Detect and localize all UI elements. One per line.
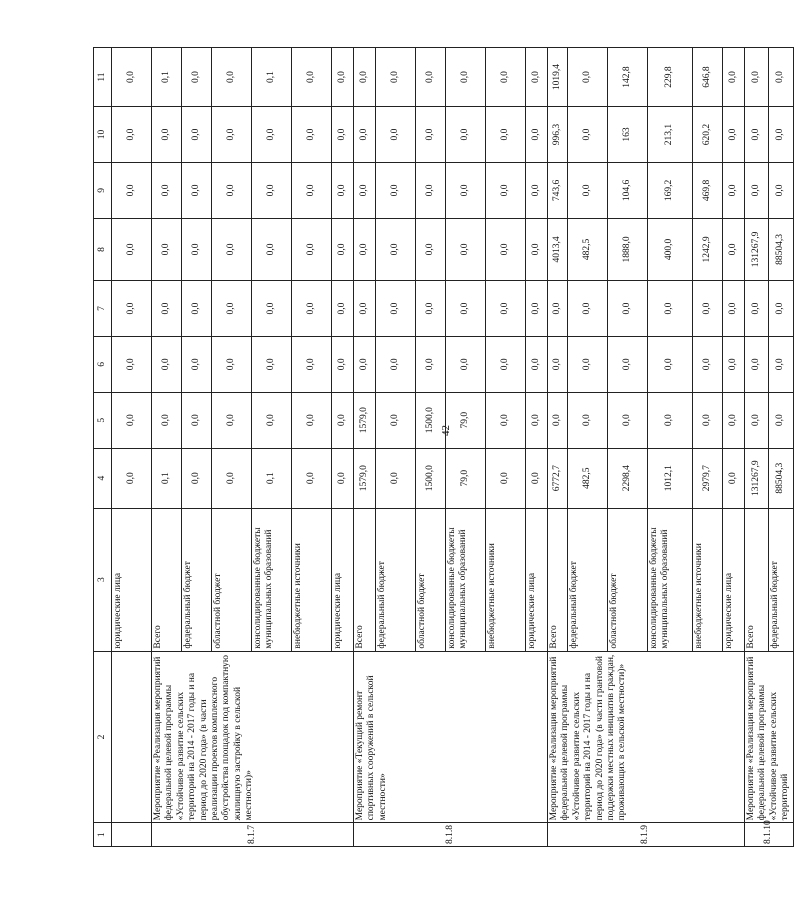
table-row	[152, 48, 182, 847]
value-cell: 0,0	[376, 281, 416, 337]
value-cell: 79,0	[446, 392, 486, 448]
value-cell: 0,0	[376, 336, 416, 392]
value-cell: 0,0	[486, 281, 526, 337]
item-name: Мероприятие «Реализация мероприятий федеральной целевой программы «Устойчивое развитие сельских территорий на 2014 - 2017 годы и на период до 2020 года» (в части реализации проектов комплексного обустройства площадок под компактную жилищную застройку в сельской местности)»	[152, 651, 354, 823]
value-cell: 0,0	[212, 218, 252, 280]
header-cell: 4	[94, 448, 112, 508]
value-cell: 0,0	[446, 336, 486, 392]
value-cell: 0,0	[376, 162, 416, 218]
value-cell: 0,0	[182, 162, 212, 218]
value-cell: 6772,7	[548, 448, 568, 508]
funding-source: областной бюджет	[212, 508, 252, 651]
value-cell: 0,0	[152, 107, 182, 163]
value-cell: 0,0	[568, 107, 608, 163]
value-cell: 0,0	[548, 281, 568, 337]
value-cell: 0,0	[769, 107, 793, 163]
value-cell: 0,0	[486, 448, 526, 508]
header-cell: 1	[94, 823, 112, 847]
value-cell: 0,0	[332, 218, 354, 280]
funding-source: юридические лица	[723, 508, 745, 651]
value-cell: 0,0	[112, 448, 152, 508]
value-cell: 0,0	[252, 162, 292, 218]
value-cell: 0,1	[152, 48, 182, 107]
value-cell: 0,0	[354, 218, 376, 280]
value-cell: 1579,0	[354, 448, 376, 508]
funding-source: внебюджетные источники	[693, 508, 723, 651]
value-cell: 0,0	[354, 107, 376, 163]
funding-source: Всего	[745, 508, 769, 651]
value-cell: 4013,4	[548, 218, 568, 280]
header-cell: 5	[94, 392, 112, 448]
value-cell: 0,0	[182, 281, 212, 337]
value-cell: 0,0	[112, 218, 152, 280]
value-cell: 0,0	[446, 162, 486, 218]
funding-source: федеральный бюджет	[769, 508, 793, 651]
value-cell: 469,8	[693, 162, 723, 218]
funding-source: юридические лица	[112, 508, 152, 651]
value-cell: 0,0	[332, 336, 354, 392]
value-cell: 0,0	[526, 281, 548, 337]
value-cell: 0,0	[745, 281, 769, 337]
header-cell: 9	[94, 162, 112, 218]
value-cell: 0,0	[648, 336, 693, 392]
value-cell: 482,5	[568, 218, 608, 280]
item-code: 8.1.10	[745, 823, 794, 847]
funding-source: консолидированные бюджеты муниципальных образований	[446, 508, 486, 651]
value-cell: 0,0	[769, 336, 793, 392]
value-cell: 0,0	[723, 218, 745, 280]
value-cell: 0,1	[252, 48, 292, 107]
funding-source: консолидированные бюджеты муниципальных образований	[648, 508, 693, 651]
value-cell: 131267,9	[745, 448, 769, 508]
value-cell: 163	[608, 107, 648, 163]
value-cell: 0,0	[486, 48, 526, 107]
funding-source: Всего	[152, 508, 182, 651]
value-cell: 0,0	[526, 107, 548, 163]
value-cell: 0,0	[723, 392, 745, 448]
value-cell: 0,0	[723, 162, 745, 218]
budget-table	[93, 47, 794, 847]
value-cell: 0,0	[446, 48, 486, 107]
value-cell: 1012,1	[648, 448, 693, 508]
value-cell: 0,0	[526, 48, 548, 107]
value-cell: 131267,9	[745, 218, 769, 280]
value-cell: 169,2	[648, 162, 693, 218]
funding-source: Всего	[548, 508, 568, 651]
header-cell: 2	[94, 651, 112, 823]
value-cell: 0,0	[212, 448, 252, 508]
value-cell: 0,0	[745, 392, 769, 448]
header-cell: 6	[94, 336, 112, 392]
value-cell: 0,0	[723, 448, 745, 508]
value-cell: 0,0	[252, 218, 292, 280]
item-code: 8.1.9	[548, 823, 745, 847]
value-cell: 0,0	[212, 392, 252, 448]
value-cell: 0,0	[526, 392, 548, 448]
value-cell: 743,6	[548, 162, 568, 218]
value-cell: 0,0	[568, 162, 608, 218]
value-cell: 0,0	[332, 107, 354, 163]
funding-source: внебюджетные источники	[292, 508, 332, 651]
value-cell: 0,0	[212, 281, 252, 337]
value-cell: 0,0	[354, 336, 376, 392]
value-cell: 620,2	[693, 107, 723, 163]
value-cell: 0,0	[745, 162, 769, 218]
value-cell: 0,0	[292, 448, 332, 508]
value-cell: 0,0	[608, 336, 648, 392]
value-cell: 0,0	[769, 281, 793, 337]
funding-source: юридические лица	[332, 508, 354, 651]
value-cell: 0,0	[354, 281, 376, 337]
value-cell: 0,0	[212, 336, 252, 392]
value-cell: 0,0	[182, 448, 212, 508]
value-cell: 0,0	[416, 107, 446, 163]
item-name	[112, 651, 152, 823]
item-name: Мероприятие «Текущий ремонт спортивных сооружений в сельской местности»	[354, 651, 548, 823]
value-cell: 0,0	[152, 392, 182, 448]
item-code: 8.1.7	[152, 823, 354, 847]
page-number: 42	[440, 425, 452, 436]
value-cell: 0,0	[332, 48, 354, 107]
value-cell: 0,0	[112, 48, 152, 107]
funding-source: федеральный бюджет	[568, 508, 608, 651]
value-cell: 0,0	[486, 162, 526, 218]
value-cell: 0,0	[152, 162, 182, 218]
table-row	[354, 48, 376, 847]
value-cell: 0,0	[526, 336, 548, 392]
value-cell: 0,0	[292, 392, 332, 448]
value-cell: 0,1	[252, 448, 292, 508]
value-cell: 0,0	[212, 107, 252, 163]
value-cell: 0,0	[416, 336, 446, 392]
value-cell: 0,0	[112, 107, 152, 163]
value-cell: 0,0	[182, 48, 212, 107]
value-cell: 400,0	[648, 218, 693, 280]
value-cell: 0,0	[548, 336, 568, 392]
value-cell: 0,0	[152, 218, 182, 280]
value-cell: 0,0	[723, 336, 745, 392]
table-row	[548, 48, 568, 847]
value-cell: 0,0	[292, 218, 332, 280]
value-cell: 0,0	[212, 162, 252, 218]
value-cell: 0,0	[648, 281, 693, 337]
value-cell: 0,0	[252, 392, 292, 448]
table-row	[112, 48, 152, 847]
value-cell: 1242,9	[693, 218, 723, 280]
item-name: Мероприятие «Реализация мероприятий федеральной целевой программы «Устойчивое развитие сельских территорий на 2014 - 2017 годы и на период до 2020 года» (в части грантовой поддержки местных инициатив граждан, проживающих в сельской местности)»	[548, 651, 745, 823]
value-cell: 0,0	[182, 107, 212, 163]
value-cell: 0,0	[182, 392, 212, 448]
value-cell: 0,0	[182, 336, 212, 392]
value-cell: 0,0	[769, 392, 793, 448]
value-cell: 2298,4	[608, 448, 648, 508]
header-cell: 3	[94, 508, 112, 651]
value-cell: 0,0	[252, 107, 292, 163]
value-cell: 0,0	[446, 107, 486, 163]
value-cell: 0,0	[526, 218, 548, 280]
value-cell: 0,0	[693, 336, 723, 392]
value-cell: 88504,3	[769, 218, 793, 280]
value-cell: 0,0	[212, 48, 252, 107]
funding-source: Всего	[354, 508, 376, 651]
value-cell: 0,0	[376, 218, 416, 280]
value-cell: 0,0	[152, 336, 182, 392]
header-cell: 7	[94, 281, 112, 337]
value-cell: 0,0	[416, 218, 446, 280]
value-cell: 0,0	[548, 392, 568, 448]
value-cell: 0,0	[608, 281, 648, 337]
value-cell: 0,1	[152, 448, 182, 508]
value-cell: 2979,7	[693, 448, 723, 508]
value-cell: 0,0	[723, 281, 745, 337]
value-cell: 0,0	[769, 48, 793, 107]
value-cell: 0,0	[486, 392, 526, 448]
value-cell: 0,0	[292, 162, 332, 218]
value-cell: 0,0	[292, 48, 332, 107]
value-cell: 0,0	[112, 392, 152, 448]
funding-source: областной бюджет	[416, 508, 446, 651]
value-cell: 1888,0	[608, 218, 648, 280]
item-code: 8.1.8	[354, 823, 548, 847]
header-cell: 11	[94, 48, 112, 107]
value-cell: 88504,3	[769, 448, 793, 508]
funding-source: областной бюджет	[608, 508, 648, 651]
header-cell: 10	[94, 107, 112, 163]
value-cell: 646,8	[693, 48, 723, 107]
table-row	[745, 48, 769, 847]
value-cell: 996,3	[548, 107, 568, 163]
value-cell: 0,0	[332, 281, 354, 337]
value-cell: 0,0	[608, 392, 648, 448]
value-cell: 0,0	[526, 162, 548, 218]
value-cell: 0,0	[416, 281, 446, 337]
value-cell: 0,0	[112, 162, 152, 218]
value-cell: 0,0	[376, 392, 416, 448]
header-row	[94, 48, 112, 847]
value-cell: 0,0	[182, 218, 212, 280]
value-cell: 0,0	[292, 281, 332, 337]
funding-source: консолидированные бюджеты муниципальных образований	[252, 508, 292, 651]
value-cell: 1019,4	[548, 48, 568, 107]
value-cell: 0,0	[723, 48, 745, 107]
item-code	[112, 823, 152, 847]
value-cell: 0,0	[486, 107, 526, 163]
funding-source: юридические лица	[526, 508, 548, 651]
value-cell: 0,0	[416, 48, 446, 107]
value-cell: 1500,0	[416, 392, 446, 448]
value-cell: 0,0	[568, 336, 608, 392]
value-cell: 0,0	[568, 48, 608, 107]
value-cell: 0,0	[648, 392, 693, 448]
funding-source: федеральный бюджет	[376, 508, 416, 651]
value-cell: 0,0	[693, 392, 723, 448]
funding-source: внебюджетные источники	[486, 508, 526, 651]
value-cell: 0,0	[769, 162, 793, 218]
value-cell: 0,0	[486, 336, 526, 392]
value-cell: 0,0	[332, 162, 354, 218]
value-cell: 142,8	[608, 48, 648, 107]
item-name: Мероприятие «Реализация мероприятий федеральной целевой программы «Устойчивое развитие сельских территорий	[745, 651, 794, 823]
value-cell: 0,0	[354, 48, 376, 107]
value-cell: 0,0	[745, 336, 769, 392]
value-cell: 0,0	[252, 281, 292, 337]
value-cell: 229,8	[648, 48, 693, 107]
value-cell: 104,6	[608, 162, 648, 218]
value-cell: 0,0	[152, 281, 182, 337]
value-cell: 1579,0	[354, 392, 376, 448]
value-cell: 0,0	[332, 392, 354, 448]
value-cell: 0,0	[526, 448, 548, 508]
value-cell: 0,0	[376, 448, 416, 508]
value-cell: 0,0	[486, 218, 526, 280]
value-cell: 0,0	[745, 48, 769, 107]
value-cell: 0,0	[446, 281, 486, 337]
value-cell: 0,0	[416, 162, 446, 218]
value-cell: 0,0	[723, 107, 745, 163]
value-cell: 0,0	[112, 336, 152, 392]
value-cell: 0,0	[354, 162, 376, 218]
value-cell: 0,0	[376, 48, 416, 107]
value-cell: 0,0	[292, 336, 332, 392]
value-cell: 0,0	[252, 336, 292, 392]
value-cell: 0,0	[332, 448, 354, 508]
value-cell: 0,0	[693, 281, 723, 337]
value-cell: 0,0	[376, 107, 416, 163]
value-cell: 0,0	[112, 281, 152, 337]
value-cell: 0,0	[446, 218, 486, 280]
value-cell: 1500,0	[416, 448, 446, 508]
value-cell: 0,0	[745, 107, 769, 163]
funding-source: федеральный бюджет	[182, 508, 212, 651]
value-cell: 0,0	[568, 281, 608, 337]
value-cell: 0,0	[292, 107, 332, 163]
value-cell: 79,0	[446, 448, 486, 508]
header-cell: 8	[94, 218, 112, 280]
value-cell: 482,5	[568, 448, 608, 508]
value-cell: 213,1	[648, 107, 693, 163]
value-cell: 0,0	[568, 392, 608, 448]
rotated-table-container	[93, 47, 791, 847]
